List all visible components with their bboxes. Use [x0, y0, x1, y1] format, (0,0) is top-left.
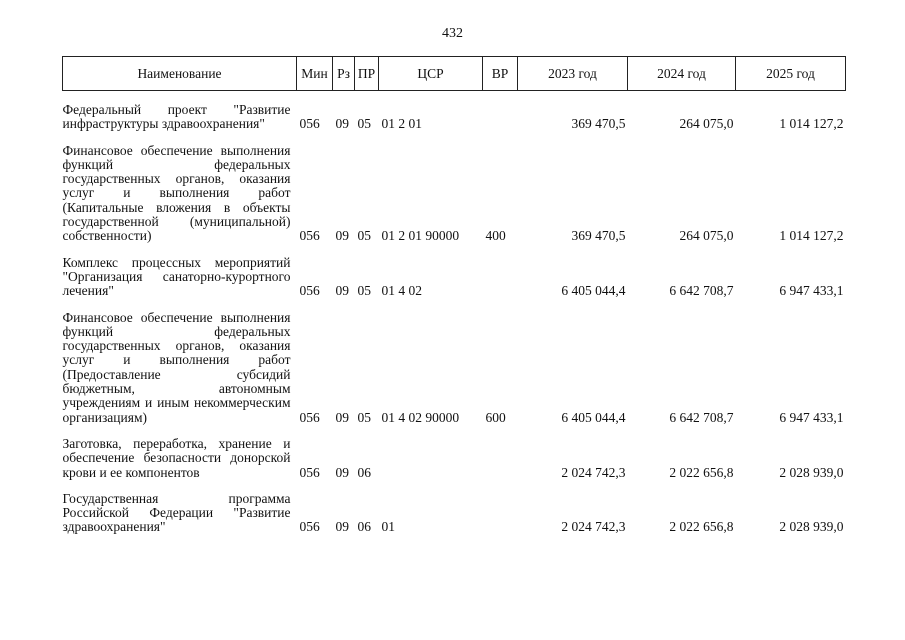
row-2023: 2 024 742,3 [561, 519, 626, 535]
row-2025: 2 028 939,0 [779, 519, 844, 535]
row-name: Финансовое обеспечение выполнения функций федеральных государственных органов, оказания услуг и выполнения работ (Предоставление субсидий бюджетным, автономным учреждениям и иным некоммерческим организациям) [62, 309, 291, 425]
header-2025: 2025 год [736, 57, 846, 91]
row-min: 056 [299, 116, 320, 132]
row-pr: 05 [357, 409, 371, 425]
row-2023: 369 470,5 [571, 228, 626, 244]
header-vr: ВР [483, 57, 518, 91]
row-csr: 01 2 01 90000 [381, 228, 460, 244]
header-pr: ПР [355, 57, 379, 91]
row-min: 056 [299, 283, 320, 299]
row-min: 056 [299, 464, 320, 480]
row-min: 056 [299, 228, 320, 244]
row-rz: 09 [335, 464, 349, 480]
budget-table [62, 56, 846, 535]
row-rz: 09 [335, 283, 349, 299]
header-csr: ЦСР [379, 57, 483, 91]
row-2023: 6 405 044,4 [561, 409, 626, 425]
row-2024: 6 642 708,7 [669, 283, 734, 299]
row-2024: 264 075,0 [679, 228, 734, 244]
row-csr: 01 4 02 [381, 283, 422, 299]
header-name: Наименование [63, 57, 297, 91]
row-min: 056 [299, 519, 320, 535]
row-vr [483, 425, 518, 480]
row-2025: 1 014 127,2 [779, 116, 844, 132]
row-csr [379, 425, 483, 480]
table-row [63, 91, 846, 132]
row-vr [483, 91, 518, 132]
header-min: Мин [297, 57, 333, 91]
row-pr: 06 [357, 464, 371, 480]
row-vr [483, 480, 518, 535]
row-csr: 01 2 01 [381, 116, 422, 132]
table-row [63, 132, 846, 244]
row-name: Финансовое обеспечение выполнения функций федеральных государственных органов, оказания услуг и выполнения работ (Капитальные вложения в объекты государственной (муниципальной) собственности) [62, 142, 291, 244]
row-pr: 05 [357, 283, 371, 299]
row-name: Государственная программа Российской Федерации "Развитие здравоохранения" [62, 490, 291, 535]
row-2024: 264 075,0 [679, 116, 734, 132]
table-header [63, 57, 846, 91]
row-2023: 6 405 044,4 [561, 283, 626, 299]
row-2025: 6 947 433,1 [779, 409, 844, 425]
row-vr [483, 244, 518, 299]
row-2025: 2 028 939,0 [779, 464, 844, 480]
row-vr: 600 [485, 409, 506, 425]
row-pr: 05 [357, 228, 371, 244]
row-name: Комплекс процессных мероприятий "Организация санаторно-курортного лечения" [62, 254, 291, 299]
row-2024: 2 022 656,8 [669, 464, 734, 480]
header-2023: 2023 год [518, 57, 628, 91]
row-name: Федеральный проект "Развитие инфраструктуры здравоохранения" [62, 102, 291, 132]
row-rz: 09 [335, 228, 349, 244]
table-row [63, 480, 846, 535]
row-vr: 400 [485, 228, 506, 244]
row-min: 056 [299, 409, 320, 425]
row-2023: 369 470,5 [571, 116, 626, 132]
header-2024: 2024 год [628, 57, 736, 91]
row-rz: 09 [335, 519, 349, 535]
row-2024: 2 022 656,8 [669, 519, 734, 535]
row-rz: 09 [335, 116, 349, 132]
row-2025: 1 014 127,2 [779, 228, 844, 244]
row-2025: 6 947 433,1 [779, 283, 844, 299]
row-rz: 09 [335, 409, 349, 425]
row-pr: 06 [357, 519, 371, 535]
table-row [63, 244, 846, 299]
row-csr: 01 4 02 90000 [381, 409, 460, 425]
header-rz: Рз [333, 57, 355, 91]
table-row [63, 299, 846, 425]
row-pr: 05 [357, 116, 371, 132]
row-csr: 01 [381, 519, 395, 535]
table-body [63, 91, 846, 535]
table-row [63, 425, 846, 480]
row-name: Заготовка, переработка, хранение и обеспечение безопасности донорской крови и ее компонентов [62, 435, 291, 480]
row-2024: 6 642 708,7 [669, 409, 734, 425]
page-number: 432 [442, 26, 463, 41]
row-2023: 2 024 742,3 [561, 464, 626, 480]
